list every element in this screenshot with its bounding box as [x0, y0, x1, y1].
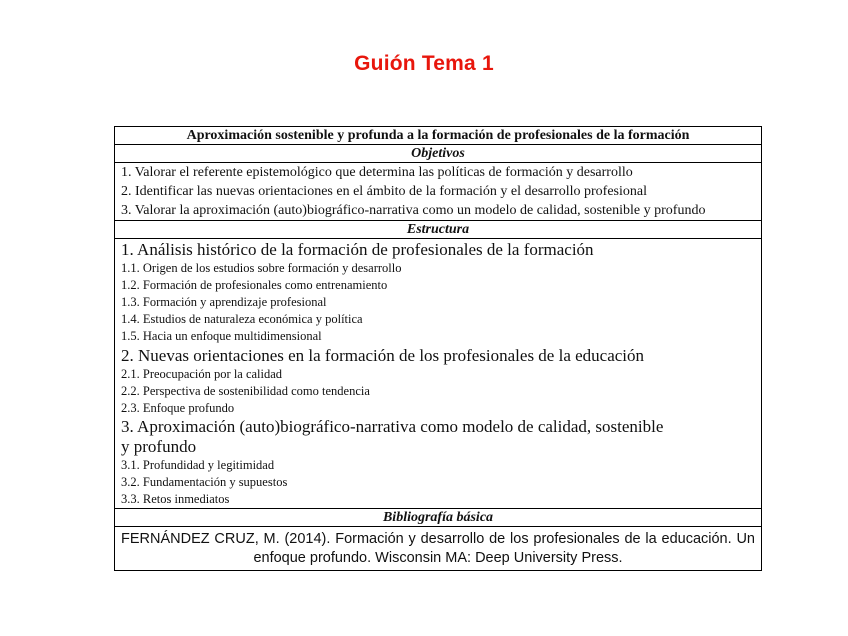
bibliografia-heading: Bibliografía básica — [115, 509, 762, 527]
objetivos-row — [115, 163, 762, 221]
estructura-section-title-continued: y profundo — [121, 437, 197, 456]
bibliografia-row — [115, 527, 762, 571]
estructura-subitem: 3.2. Fundamentación y supuestos — [121, 475, 288, 489]
objetivo-item: 2. Identificar las nuevas orientaciones en el ámbito de la formación y el desarrollo profesional — [121, 184, 647, 199]
guion-table — [114, 126, 762, 571]
estructura-subitem: 1.5. Hacia un enfoque multidimensional — [121, 329, 322, 343]
objetivo-item: 1. Valorar el referente epistemológico que determina las políticas de formación y desarrollo — [121, 165, 633, 180]
estructura-content — [115, 239, 762, 509]
estructura-subitem: 2.1. Preocupación por la calidad — [121, 367, 283, 381]
estructura-section-title: 1. Análisis histórico de la formación de profesionales de la formación — [121, 240, 594, 259]
estructura-section-title: 2. Nuevas orientaciones en la formación de los profesionales de la educación — [121, 346, 645, 365]
objetivos-heading: Objetivos — [115, 145, 762, 163]
estructura-subitem: 1.2. Formación de profesionales como entrenamiento — [121, 278, 388, 292]
page-title: Guión Tema 1 — [354, 52, 494, 75]
table-header-row — [115, 127, 762, 145]
estructura-subitem: 2.3. Enfoque profundo — [121, 401, 235, 415]
bibliografia-heading-row — [115, 509, 762, 527]
estructura-subitem: 3.1. Profundidad y legitimidad — [121, 458, 275, 472]
estructura-heading: Estructura — [115, 221, 762, 239]
estructura-subitem: 1.3. Formación y aprendizaje profesional — [121, 295, 327, 309]
estructura-subitem: 1.1. Origen de los estudios sobre formación y desarrollo — [121, 261, 402, 275]
objetivo-item: 3. Valorar la aproximación (auto)biográfico-narrativa como un modelo de calidad, sostenible y profundo — [121, 203, 706, 218]
estructura-subitem: 2.2. Perspectiva de sostenibilidad como tendencia — [121, 384, 370, 398]
estructura-heading-row — [115, 221, 762, 239]
table-header: Aproximación sostenible y profunda a la formación de profesionales de la formación — [115, 127, 762, 145]
estructura-subitem: 3.3. Retos inmediatos — [121, 492, 230, 506]
estructura-section-title: 3. Aproximación (auto)biográfico-narrativa como modelo de calidad, sostenible — [121, 417, 664, 436]
bibliografia-reference: FERNÁNDEZ CRUZ, M. (2014). Formación y desarrollo de los profesionales de la educación. Un enfoque profundo. Wisconsin MA: Deep University Press. — [115, 527, 762, 571]
estructura-subitem: 1.4. Estudios de naturaleza económica y política — [121, 312, 363, 326]
objetivos-heading-row — [115, 145, 762, 163]
estructura-row — [115, 239, 762, 509]
objetivos-list — [115, 163, 762, 221]
